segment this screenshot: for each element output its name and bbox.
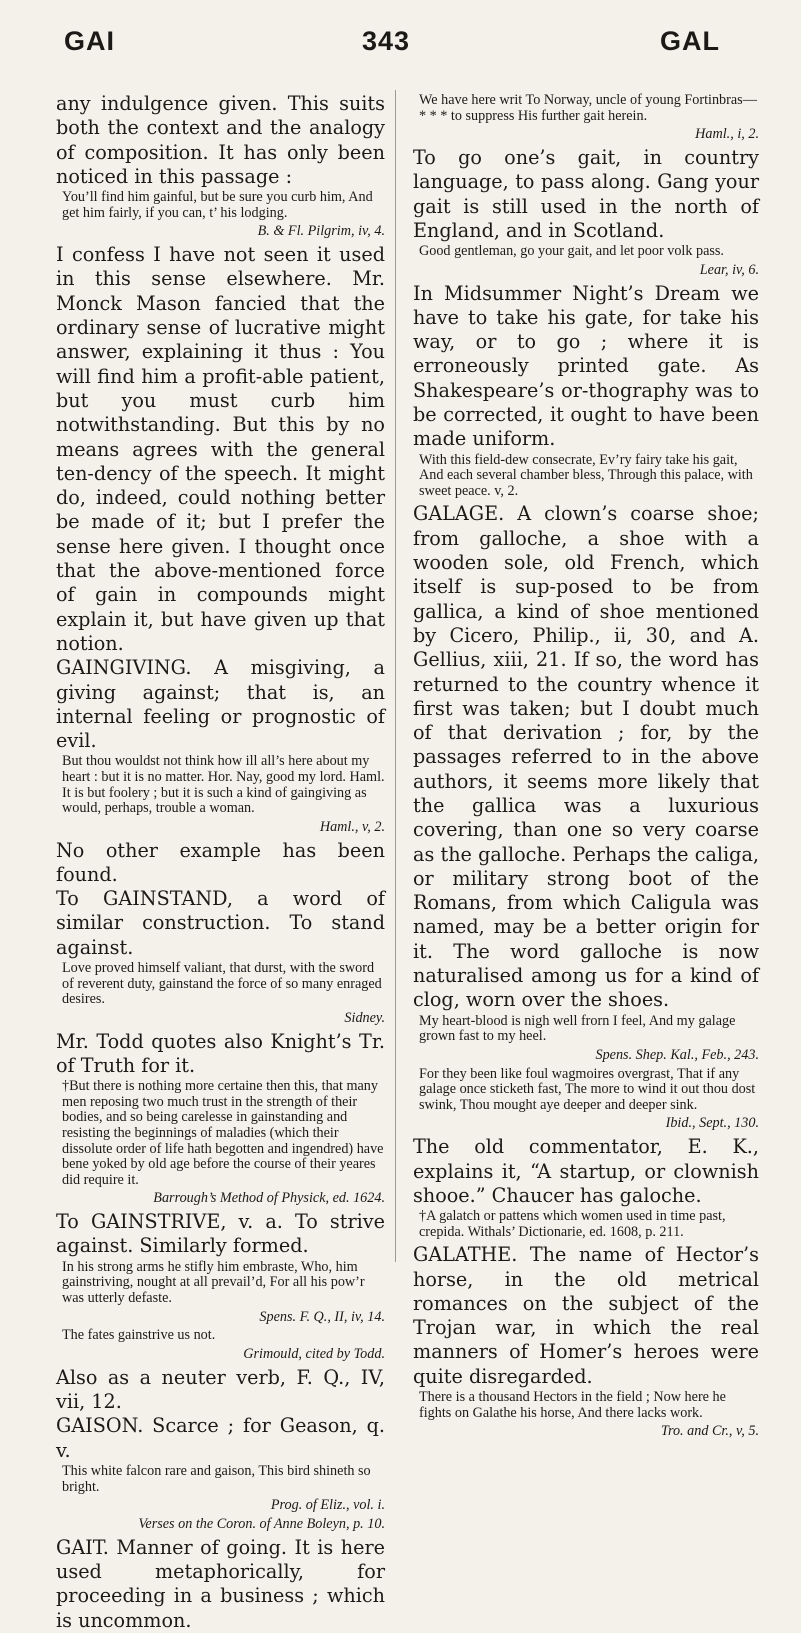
body-paragraph: In Midsummer Night’s Dream we have to take his gate, for take his way, or to go ; where it is erroneously printed gate. As Shakespeare’s or-thography was to be corrected, it ought to have been made uniform. <box>413 281 759 451</box>
citation-source: Lear, iv, 6. <box>699 261 759 278</box>
quotation: In his strong arms he stifly him embraste, Who, him gainstriving, nought at all prevail’d, For all his pow’r was utterly defaste. <box>62 1258 365 1306</box>
quotation: This white falcon rare and gaison, This bird shineth so bright. <box>62 1462 371 1495</box>
citation-source: Verses on the Coron. of Anne Boleyn, p. 10. <box>138 1515 385 1532</box>
quotation: My heart-blood is nigh well frorn I feel, And my galage grown fast to my heel. <box>419 1012 736 1045</box>
quotation: With this field-dew consecrate, Ev’ry fairy take his gait, And each several chamber bless, Through this palace, with sweet peace. v, 2. <box>419 451 753 499</box>
body-paragraph: Mr. Todd quotes also Knight’s Tr. of Truth for it. <box>56 1029 385 1077</box>
page-number: 343 <box>362 26 411 56</box>
body-paragraph: To GAINSTRIVE, v. a. To strive against. Similarly formed. <box>56 1210 385 1258</box>
left-column <box>56 92 385 1633</box>
citation-source: Prog. of Eliz., vol. i. <box>270 1497 385 1514</box>
quotation: There is a thousand Hectors in the field ; Now here he fights on Galathe his horse, And there lacks work. <box>419 1389 726 1421</box>
body-paragraph: No other example has been found. <box>56 838 385 886</box>
column-divider <box>395 90 396 1262</box>
citation-source: B. & Fl. Pilgrim, iv, 4. <box>257 223 385 240</box>
citation-source: Barrough’s Method of Physick, ed. 1624. <box>153 1190 385 1207</box>
quotation: †But there is nothing more certaine then this, that many men reposing two much trust in the strength of their bodies, and so being carelesse in gainstanding and resisting the beginnings of maladies (which their dissolute order of life hath begotten and ingendred) have bene yoked by old age before the course of their yeares did require it. <box>62 1078 384 1188</box>
citation-source: Spens. Shep. Kal., Feb., 243. <box>595 1046 759 1063</box>
body-paragraph: Also as a neuter verb, F. Q., IV, vii, 12. <box>56 1365 385 1414</box>
quotation: Love proved himself valiant, that durst, with the sword of reverent duty, gainstand the force of so many enraged desires. <box>62 960 382 1008</box>
body-paragraph: To GAINSTAND, a word of similar construction. To stand against. <box>56 887 385 959</box>
body-paragraph: The old commentator, E. K., explains it, “A startup, or clownish shooe.” Chaucer has galoche. <box>413 1135 759 1207</box>
running-header <box>0 26 801 66</box>
body-paragraph: GAIT. Manner of going. It is here used metaphorically, for proceeding in a business ; which is uncommon. <box>56 1535 385 1632</box>
body-paragraph: GALAGE. A clown’s coarse shoe; from galloche, a shoe with a wooden sole, old French, which itself is sup-posed to be from gallica, a kind of shoe mentioned by Cicero, Philip., ii, 30, and A. Gellius, xiii, 21. If so, the word has returned to the country whence it first was taken; but I doubt much of that derivation ; for, by the passages referred to in the above authors, it seems more likely that the gallica was a luxurious covering, than one so very coarse as the galloche. Perhaps the caliga, or military strong boot of the Romans, from which Caligula was named, may be a better origin for it. The word galloche is now naturalised among us for a kind of clog, worn over the shoes. <box>413 502 759 1012</box>
header-right-guide-word: GAL <box>660 26 720 56</box>
quotation: For they been like foul wagmoires overgrast, That if any galage once sticketh fast, The more to wind it out thou dost swink, Thou mought aye deeper and deeper sink. <box>419 1065 756 1113</box>
quotation: But thou wouldst not think how ill all’s here about my heart : but it is no matter. Hor. Nay, good my lord. Haml. It is but foolery ; but it is such a kind of gaingiving as would, perhaps, trouble a woman. <box>62 753 385 817</box>
header-left-guide-word: GAI <box>64 26 116 56</box>
citation-source: Ibid., Sept., 130. <box>665 1115 759 1132</box>
body-paragraph: GAINGIVING. A misgiving, a giving against; that is, an internal feeling or prognostic of evil. <box>56 656 385 753</box>
citation-source: Tro. and Cr., v, 5. <box>660 1423 759 1440</box>
body-paragraph: To go one’s gait, in country language, to pass along. Gang your gait is still used in the north of England, and in Scotland. <box>413 145 759 242</box>
body-paragraph: GALATHE. The name of Hector’s horse, in the old metrical romances on the subject of the Trojan war, in which the real manners of Homer’s heroes were quite disregarded. <box>413 1243 759 1388</box>
citation-source: Haml., v, 2. <box>319 818 385 835</box>
citation-source: Haml., i, 2. <box>695 126 759 143</box>
quotation: †A galatch or pattens which women used in time past, crepida. Withals’ Dictionarie, ed. 1608, p. 211. <box>419 1208 726 1240</box>
quotation: You’ll find him gainful, but be sure you curb him, And get him fairly, if you can, t’ his lodging. <box>62 189 373 221</box>
body-paragraph: I confess I have not seen it used in this sense elsewhere. Mr. Monck Mason fancied that the ordinary sense of lucrative might answer, explaining it thus : You will find him a profit-able patient, but you must curb him notwithstanding. But this by no means agrees with the general ten-dency of the speech. It might do, indeed, could nothing better be made of it; but I prefer the sense here given. I thought once that the above-mentioned force of gain in compounds might explain it, but have given up that notion. <box>56 243 385 655</box>
body-paragraph: any indulgence given. This suits both the context and the analogy of composition. It has only been noticed in this passage : <box>56 92 385 188</box>
quotation: We have here writ To Norway, uncle of young Fortinbras— * * * to suppress His further gait herein. <box>419 92 757 124</box>
right-column <box>413 92 759 1443</box>
citation-source: Spens. F. Q., II, iv, 14. <box>259 1308 385 1325</box>
quotation: Good gentleman, go your gait, and let poor volk pass. <box>419 243 724 260</box>
citation-source: Sidney. <box>344 1009 385 1026</box>
body-paragraph: GAISON. Scarce ; for Geason, q. v. <box>56 1414 385 1462</box>
citation-source: Grimould, cited by Todd. <box>243 1345 385 1362</box>
quotation: The fates gainstrive us not. <box>62 1327 216 1344</box>
